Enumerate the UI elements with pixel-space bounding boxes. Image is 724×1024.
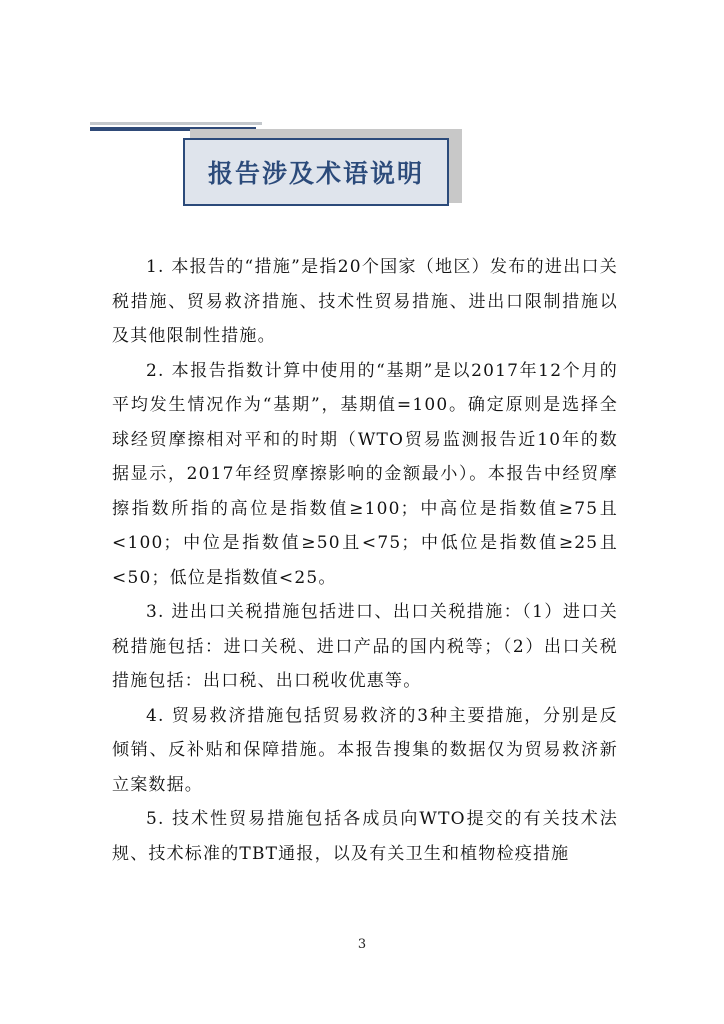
paragraph-2: 2. 本报告指数计算中使用的“基期”是以2017年12个月的平均发生情况作为“基期”，基期值=100。确定原则是选择全球经贸摩擦相对平和的时期（WTO贸易监测报告近10年的数据显示，2017年经贸摩擦影响的金额最小）。本报告中经贸摩擦指数所指的高位是指数值≥100；中高位是指数值≥75且<100；中位是指数值≥50且<75；中低位是指数值≥25且<50；低位是指数值<25。 — [112, 360, 618, 588]
paragraph-4: 4. 贸易救济措施包括贸易救济的3种主要措施，分别是反倾销、反补贴和保障措施。本报告搜集的数据仅为贸易救济新立案数据。 — [112, 705, 618, 795]
paragraph-1: 1. 本报告的“措施”是指20个国家（地区）发布的进出口关税措施、贸易救济措施、技术性贸易措施、进出口限制措施以及其他限制性措施。 — [112, 257, 618, 346]
paragraph-5: 5. 技术性贸易措施包括各成员向WTO提交的有关技术法规、技术标准的TBT通报，以及有关卫生和植物检疫措施 — [112, 809, 618, 864]
page-title: 报告涉及术语说明 — [207, 159, 424, 188]
body-text — [112, 250, 618, 871]
title-box — [183, 138, 449, 206]
paragraph-3: 3. 进出口关税措施包括进口、出口关税措施：（1）进口关税措施包括：进口关税、进口产品的国内税等；（2）出口关税措施包括：出口税、出口税收优惠等。 — [112, 602, 618, 691]
decorative-line-top — [90, 122, 262, 125]
page-number: 3 — [357, 937, 367, 952]
